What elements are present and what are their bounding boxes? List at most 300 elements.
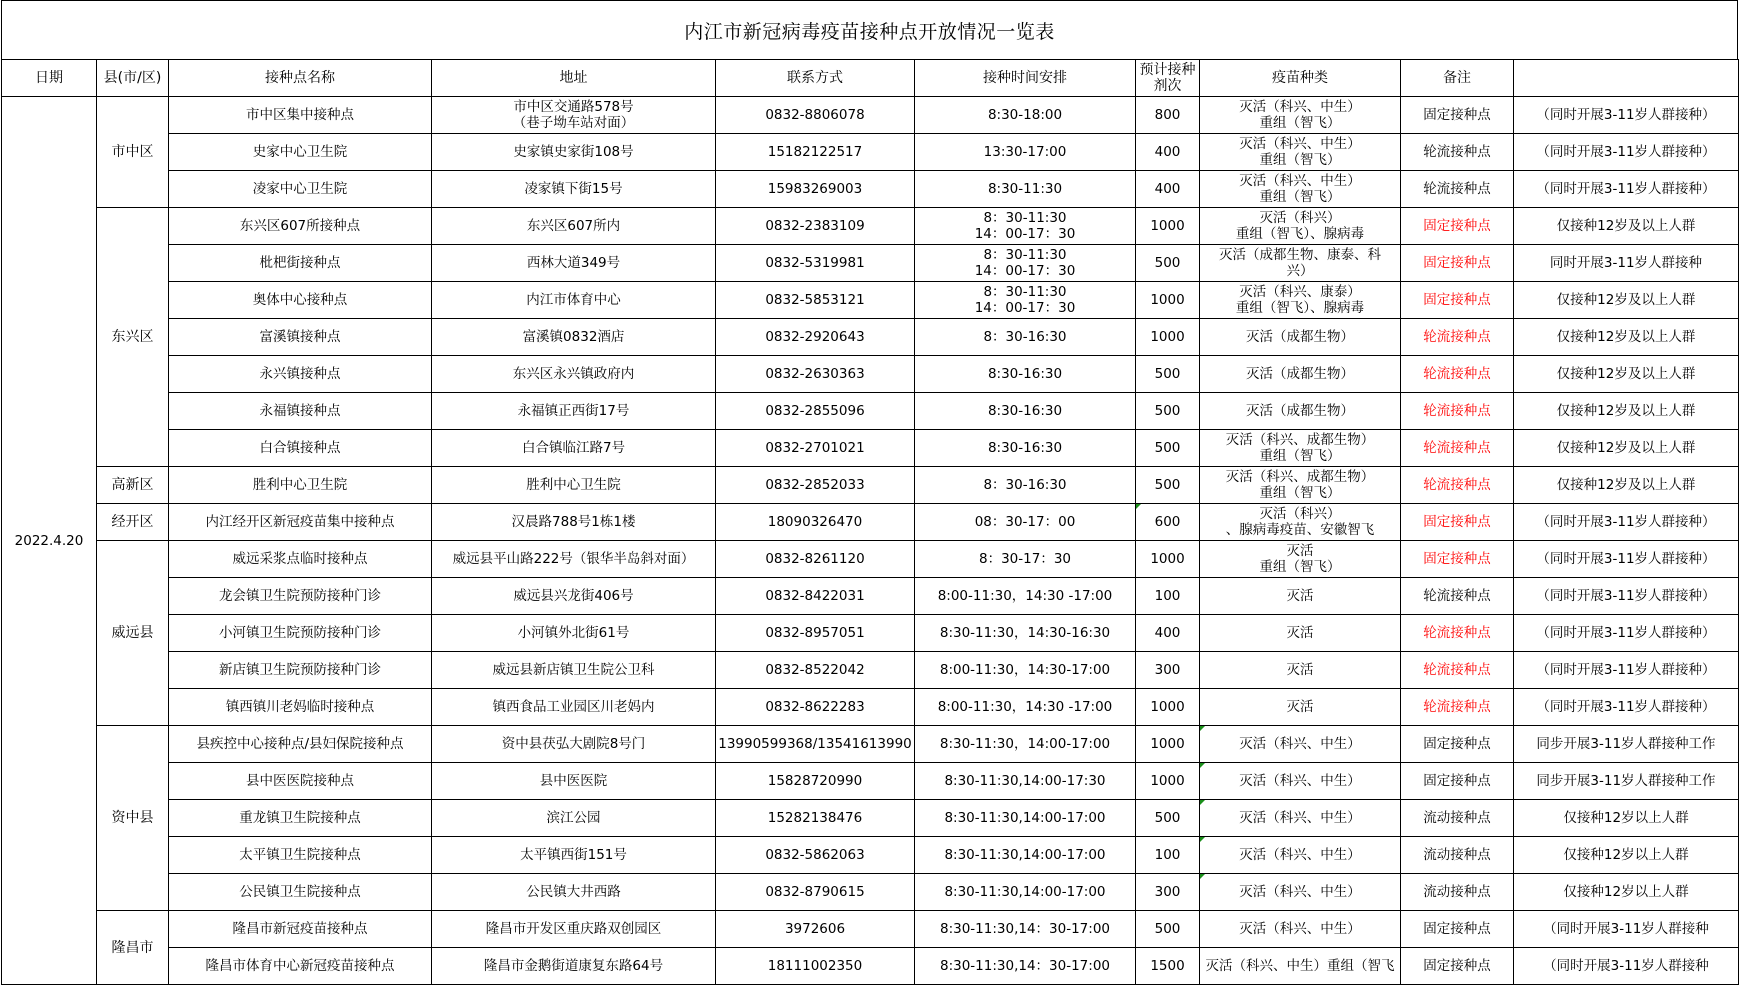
time-cell (915, 874, 1136, 911)
extra-cell: （同时开展3-11岁人群接种） (1514, 689, 1739, 726)
doses-cell: 500 (1136, 356, 1200, 393)
address-cell-line: 威远县平山路222号（银华半岛斜对面） (452, 551, 695, 567)
county-cell: 高新区 (97, 467, 169, 504)
address-cell-line: 东兴区607所内 (526, 218, 621, 234)
table-row (2, 208, 1739, 245)
contact-cell: 18111002350 (716, 948, 915, 985)
site-name-cell: 东兴区607所接种点 (169, 208, 432, 245)
contact-cell: 0832-8622283 (716, 689, 915, 726)
address-cell-line: 威远县兴龙街406号 (513, 588, 634, 604)
address-cell (432, 208, 716, 245)
vaccine-cell-line: 灭活（科兴、中生） (1239, 884, 1361, 900)
time-cell (915, 578, 1136, 615)
extra-cell: （同时开展3-11岁人群接种 (1514, 911, 1739, 948)
address-cell (432, 504, 716, 541)
table-row (2, 319, 1739, 356)
doses-cell: 500 (1136, 393, 1200, 430)
doses-cell: 500 (1136, 911, 1200, 948)
time-cell (915, 282, 1136, 319)
doses-cell: 1500 (1136, 948, 1200, 985)
extra-cell: （同时开展3-11岁人群接种） (1514, 541, 1739, 578)
remark-cell: 轮流接种点 (1401, 356, 1514, 393)
remark-cell: 轮流接种点 (1401, 171, 1514, 208)
extra-cell: 仅接种12岁以上人群 (1514, 837, 1739, 874)
doses-cell: 1000 (1136, 282, 1200, 319)
vaccine-cell-line: 重组（智飞） (1259, 152, 1341, 168)
time-cell (915, 837, 1136, 874)
remark-cell: 固定接种点 (1401, 948, 1514, 985)
table-row (2, 837, 1739, 874)
vaccine-cell-line: 灭活（科兴、成都生物） (1225, 432, 1375, 448)
remark-cell: 轮流接种点 (1401, 615, 1514, 652)
extra-cell: （同时开展3-11岁人群接种） (1514, 134, 1739, 171)
address-cell (432, 393, 716, 430)
county-cell: 经开区 (97, 504, 169, 541)
vaccine-cell-line: 灭活（科兴、中生） (1239, 99, 1361, 115)
time-cell-line: 14：00-17：30 (974, 300, 1076, 316)
extra-cell: 同步开展3-11岁人群接种工作 (1514, 726, 1739, 763)
vaccine-cell (1200, 393, 1401, 430)
table-row (2, 689, 1739, 726)
table-row (2, 615, 1739, 652)
remark-cell: 轮流接种点 (1401, 319, 1514, 356)
site-name-cell: 重龙镇卫生院接种点 (169, 800, 432, 837)
time-cell (915, 652, 1136, 689)
table-row (2, 97, 1739, 134)
address-cell (432, 319, 716, 356)
contact-cell: 0832-8957051 (716, 615, 915, 652)
address-cell-line: 胜利中心卫生院 (526, 477, 621, 493)
table-row (2, 541, 1739, 578)
address-cell (432, 578, 716, 615)
address-cell-line: 东兴区永兴镇政府内 (512, 366, 635, 382)
spreadsheet (1, 0, 1738, 982)
header-date: 日期 (2, 60, 97, 97)
vaccine-cell-line: 重组（智飞）、腺病毒 (1235, 226, 1365, 242)
extra-cell: 仅接种12岁以上人群 (1514, 874, 1739, 911)
vaccine-cell-line: 灭活（成都生物） (1246, 366, 1354, 382)
vaccine-cell (1200, 245, 1401, 282)
vaccine-cell (1200, 171, 1401, 208)
site-name-cell: 富溪镇接种点 (169, 319, 432, 356)
site-name-cell: 凌家中心卫生院 (169, 171, 432, 208)
county-cell: 资中县 (97, 726, 169, 911)
time-cell (915, 356, 1136, 393)
address-cell (432, 245, 716, 282)
vaccine-cell-line: 灭活 (1286, 543, 1314, 559)
address-cell (432, 282, 716, 319)
remark-cell: 固定接种点 (1401, 282, 1514, 319)
remark-cell: 固定接种点 (1401, 726, 1514, 763)
address-cell (432, 874, 716, 911)
site-name-cell: 隆昌市体育中心新冠疫苗接种点 (169, 948, 432, 985)
site-name-cell: 奥体中心接种点 (169, 282, 432, 319)
vaccine-cell (1200, 837, 1401, 874)
site-name-cell: 永福镇接种点 (169, 393, 432, 430)
header-contact: 联系方式 (716, 60, 915, 97)
table-row (2, 393, 1739, 430)
table-row (2, 430, 1739, 467)
time-cell (915, 319, 1136, 356)
address-cell-line: 凌家镇下街15号 (524, 181, 623, 197)
contact-cell: 0832-2701021 (716, 430, 915, 467)
site-name-cell: 永兴镇接种点 (169, 356, 432, 393)
address-cell-line: 史家镇史家街108号 (513, 144, 634, 160)
time-cell-line: 8：30-11:30 (983, 247, 1067, 263)
time-cell-line: 8:30-11:30，14:30-16:30 (939, 625, 1111, 641)
header-remark: 备注 (1401, 60, 1514, 97)
address-cell (432, 652, 716, 689)
time-cell-line: 14：00-17：30 (974, 263, 1076, 279)
vaccine-cell-line: 灭活（成都生物） (1246, 403, 1354, 419)
extra-cell: 仅接种12岁及以上人群 (1514, 467, 1739, 504)
contact-cell: 15282138476 (716, 800, 915, 837)
vaccine-cell-line: 灭活（成都生物、康泰、科 (1219, 247, 1381, 263)
address-cell-line: 永福镇正西街17号 (517, 403, 630, 419)
time-cell (915, 430, 1136, 467)
doses-cell: 500 (1136, 467, 1200, 504)
time-cell (915, 467, 1136, 504)
address-cell-line: 隆昌市开发区重庆路双创园区 (485, 921, 662, 937)
vaccination-sites-table (1, 59, 1739, 985)
vaccine-cell-line: 重组（智飞）、腺病毒 (1235, 300, 1365, 316)
remark-cell: 固定接种点 (1401, 541, 1514, 578)
vaccine-cell-line: 灭活（科兴） (1259, 210, 1341, 226)
time-cell-line: 8:00-11:30，14:30 -17:00 (937, 588, 1113, 604)
table-row (2, 763, 1739, 800)
table-row (2, 282, 1739, 319)
contact-cell: 0832-5862063 (716, 837, 915, 874)
remark-cell: 轮流接种点 (1401, 689, 1514, 726)
vaccine-cell-line: 重组（智飞） (1259, 448, 1341, 464)
time-cell (915, 615, 1136, 652)
header-extra (1514, 60, 1739, 97)
address-cell-line: 市中区交通路578号 (513, 99, 634, 115)
address-cell (432, 911, 716, 948)
vaccine-cell-line: 重组（智飞） (1259, 189, 1341, 205)
site-name-cell: 胜利中心卫生院 (169, 467, 432, 504)
site-name-cell: 公民镇卫生院接种点 (169, 874, 432, 911)
time-cell-line: 8:00-11:30，14:30 -17:00 (937, 699, 1113, 715)
time-cell-line: 13:30-17:00 (983, 144, 1067, 160)
address-cell-line: 镇西食品工业园区川老妈内 (492, 699, 655, 715)
header-address: 地址 (432, 60, 716, 97)
vaccine-cell-line: 灭活（科兴、成都生物） (1225, 469, 1375, 485)
vaccine-cell-line: 重组（智飞） (1259, 559, 1341, 575)
county-cell: 市中区 (97, 97, 169, 208)
vaccine-cell-line: 重组（智飞） (1259, 485, 1341, 501)
remark-cell: 轮流接种点 (1401, 578, 1514, 615)
vaccine-cell-line: 灭活（科兴、中生） (1239, 736, 1361, 752)
vaccine-cell (1200, 504, 1401, 541)
date-cell: 2022.4.20 (2, 97, 97, 985)
doses-cell: 1000 (1136, 763, 1200, 800)
doses-cell: 1000 (1136, 541, 1200, 578)
time-cell-line: 8:30-11:30,14:00-17:00 (944, 847, 1106, 863)
contact-cell: 13990599368/13541613990 (716, 726, 915, 763)
header-time: 接种时间安排 (915, 60, 1136, 97)
address-cell (432, 467, 716, 504)
time-cell-line: 8:00-11:30，14:30-17:00 (939, 662, 1111, 678)
doses-cell: 100 (1136, 578, 1200, 615)
site-name-cell: 县疾控中心接种点/县妇保院接种点 (169, 726, 432, 763)
site-name-cell: 龙会镇卫生院预防接种门诊 (169, 578, 432, 615)
extra-cell: （同时开展3-11岁人群接种） (1514, 97, 1739, 134)
extra-cell: 同时开展3-11岁人群接种 (1514, 245, 1739, 282)
address-cell (432, 689, 716, 726)
extra-cell: （同时开展3-11岁人群接种） (1514, 171, 1739, 208)
time-cell-line: 8:30-11:30,14:00-17:00 (944, 810, 1106, 826)
extra-cell: 仅接种12岁及以上人群 (1514, 430, 1739, 467)
time-cell-line: 8:30-16:30 (987, 366, 1063, 382)
table-row (2, 800, 1739, 837)
time-cell-line: 8:30-11:30,14：30-17:00 (939, 921, 1110, 937)
vaccine-cell-line: 、腺病毒疫苗、安徽智飞 (1225, 522, 1375, 538)
header-county: 县(市/区) (97, 60, 169, 97)
table-row (2, 171, 1739, 208)
site-name-cell: 新店镇卫生院预防接种门诊 (169, 652, 432, 689)
vaccine-cell-line: 灭活（成都生物） (1246, 329, 1354, 345)
site-name-cell: 太平镇卫生院接种点 (169, 837, 432, 874)
address-cell (432, 615, 716, 652)
time-cell-line: 8:30-11:30 (987, 181, 1063, 197)
time-cell-line: 8：30-11:30 (983, 284, 1067, 300)
vaccine-cell-line: 灭活 (1286, 699, 1314, 715)
address-cell-line: 隆昌市金鹅街道康复东路64号 (483, 958, 664, 974)
doses-cell: 100 (1136, 837, 1200, 874)
extra-cell: （同时开展3-11岁人群接种） (1514, 578, 1739, 615)
doses-cell: 400 (1136, 134, 1200, 171)
site-name-cell: 县中医医院接种点 (169, 763, 432, 800)
remark-cell: 轮流接种点 (1401, 467, 1514, 504)
time-cell-line: 8:30-11:30，14:00-17:00 (939, 736, 1111, 752)
remark-cell: 流动接种点 (1401, 874, 1514, 911)
header-site: 接种点名称 (169, 60, 432, 97)
time-cell-line: 8:30-11:30,14：30-17:00 (939, 958, 1110, 974)
extra-cell: （同时开展3-11岁人群接种 (1514, 948, 1739, 985)
time-cell-line: 8:30-16:30 (987, 403, 1063, 419)
vaccine-cell (1200, 282, 1401, 319)
contact-cell: 0832-5319981 (716, 245, 915, 282)
extra-cell: 仅接种12岁及以上人群 (1514, 208, 1739, 245)
address-cell-line: （巷子坳车站对面） (512, 115, 635, 131)
remark-cell: 固定接种点 (1401, 208, 1514, 245)
time-cell-line: 8:30-11:30,14:00-17:30 (944, 773, 1106, 789)
time-cell (915, 134, 1136, 171)
time-cell-line: 8：30-11:30 (983, 210, 1067, 226)
contact-cell: 15828720990 (716, 763, 915, 800)
doses-cell: 1000 (1136, 319, 1200, 356)
address-cell (432, 763, 716, 800)
site-name-cell: 内江经开区新冠疫苗集中接种点 (169, 504, 432, 541)
doses-cell: 500 (1136, 800, 1200, 837)
table-row (2, 726, 1739, 763)
vaccine-cell (1200, 356, 1401, 393)
site-name-cell: 市中区集中接种点 (169, 97, 432, 134)
doses-cell: 1000 (1136, 726, 1200, 763)
table-row (2, 578, 1739, 615)
vaccine-cell (1200, 948, 1401, 985)
contact-cell: 0832-2852033 (716, 467, 915, 504)
table-row (2, 652, 1739, 689)
contact-cell: 0832-8790615 (716, 874, 915, 911)
time-cell-line: 08：30-17：00 (974, 514, 1076, 530)
time-cell (915, 245, 1136, 282)
contact-cell: 0832-2920643 (716, 319, 915, 356)
time-cell (915, 393, 1136, 430)
address-cell-line: 小河镇外北街61号 (517, 625, 630, 641)
vaccine-cell-line: 灭活（科兴、中生） (1239, 136, 1361, 152)
time-cell-line: 14：00-17：30 (974, 226, 1076, 242)
site-name-cell: 白合镇接种点 (169, 430, 432, 467)
remark-cell: 固定接种点 (1401, 504, 1514, 541)
address-cell (432, 356, 716, 393)
vaccine-cell-line: 灭活（科兴、中生） (1239, 173, 1361, 189)
vaccine-cell-line: 兴） (1286, 263, 1314, 279)
page-title: 内江市新冠病毒疫苗接种点开放情况一览表 (1, 0, 1738, 60)
vaccine-cell (1200, 467, 1401, 504)
site-name-cell: 镇西镇川老妈临时接种点 (169, 689, 432, 726)
table-row (2, 948, 1739, 985)
vaccine-cell (1200, 319, 1401, 356)
address-cell (432, 800, 716, 837)
extra-cell: 仅接种12岁以上人群 (1514, 800, 1739, 837)
contact-cell: 0832-2383109 (716, 208, 915, 245)
contact-cell: 3972606 (716, 911, 915, 948)
address-cell-line: 公民镇大井西路 (526, 884, 621, 900)
address-cell (432, 171, 716, 208)
county-cell: 威远县 (97, 541, 169, 726)
vaccine-cell (1200, 874, 1401, 911)
extra-cell: 仅接种12岁及以上人群 (1514, 282, 1739, 319)
address-cell-line: 汉晨路788号1栋1楼 (511, 514, 636, 530)
time-cell (915, 504, 1136, 541)
table-row (2, 467, 1739, 504)
header-vaccine: 疫苗种类 (1200, 60, 1401, 97)
doses-cell: 1000 (1136, 689, 1200, 726)
extra-cell: （同时开展3-11岁人群接种） (1514, 652, 1739, 689)
remark-cell: 轮流接种点 (1401, 134, 1514, 171)
time-cell-line: 8：30-16:30 (983, 329, 1067, 345)
doses-cell: 600 (1136, 504, 1200, 541)
extra-cell: （同时开展3-11岁人群接种） (1514, 615, 1739, 652)
vaccine-cell-line: 灭活（科兴、中生） (1239, 847, 1361, 863)
vaccine-cell (1200, 208, 1401, 245)
remark-cell: 流动接种点 (1401, 837, 1514, 874)
header-row (2, 60, 1739, 97)
remark-cell: 轮流接种点 (1401, 652, 1514, 689)
time-cell (915, 541, 1136, 578)
vaccine-cell-line: 灭活（科兴） (1259, 506, 1341, 522)
vaccine-cell-line: 重组（智飞） (1259, 115, 1341, 131)
site-name-cell: 史家中心卫生院 (169, 134, 432, 171)
contact-cell: 0832-8806078 (716, 97, 915, 134)
time-cell (915, 763, 1136, 800)
extra-cell: 仅接种12岁及以上人群 (1514, 393, 1739, 430)
contact-cell: 0832-8422031 (716, 578, 915, 615)
contact-cell: 15983269003 (716, 171, 915, 208)
address-cell-line: 富溪镇0832酒店 (522, 329, 625, 345)
vaccine-cell-line: 灭活（科兴、中生） (1239, 810, 1361, 826)
vaccine-cell (1200, 430, 1401, 467)
table-row (2, 504, 1739, 541)
time-cell-line: 8:30-18:00 (987, 107, 1063, 123)
table-row (2, 911, 1739, 948)
vaccine-cell (1200, 726, 1401, 763)
time-cell (915, 948, 1136, 985)
address-cell (432, 541, 716, 578)
address-cell-line: 滨江公园 (546, 810, 601, 826)
time-cell-line: 8：30-16:30 (983, 477, 1067, 493)
header-doses: 预计接种剂次 (1136, 60, 1200, 97)
contact-cell: 0832-8261120 (716, 541, 915, 578)
doses-cell: 1000 (1136, 208, 1200, 245)
address-cell (432, 726, 716, 763)
remark-cell: 轮流接种点 (1401, 393, 1514, 430)
time-cell (915, 97, 1136, 134)
table-row (2, 356, 1739, 393)
address-cell-line: 白合镇临江路7号 (521, 440, 626, 456)
site-name-cell: 隆昌市新冠疫苗接种点 (169, 911, 432, 948)
doses-cell: 300 (1136, 652, 1200, 689)
address-cell (432, 948, 716, 985)
remark-cell: 固定接种点 (1401, 911, 1514, 948)
site-name-cell: 小河镇卫生院预防接种门诊 (169, 615, 432, 652)
vaccine-cell (1200, 578, 1401, 615)
contact-cell: 18090326470 (716, 504, 915, 541)
time-cell-line: 8:30-16:30 (987, 440, 1063, 456)
address-cell-line: 内江市体育中心 (526, 292, 621, 308)
vaccine-cell-line: 灭活（科兴、中生） (1239, 773, 1361, 789)
remark-cell: 固定接种点 (1401, 245, 1514, 282)
address-cell-line: 太平镇西街151号 (520, 847, 627, 863)
contact-cell: 0832-2855096 (716, 393, 915, 430)
vaccine-cell (1200, 763, 1401, 800)
address-cell (432, 134, 716, 171)
address-cell-line: 资中县茯弘大剧院8号门 (501, 736, 646, 752)
vaccine-cell (1200, 652, 1401, 689)
extra-cell: 仅接种12岁及以上人群 (1514, 356, 1739, 393)
address-cell (432, 97, 716, 134)
table-row (2, 134, 1739, 171)
vaccine-cell (1200, 800, 1401, 837)
doses-cell: 400 (1136, 171, 1200, 208)
contact-cell: 0832-5853121 (716, 282, 915, 319)
doses-cell: 500 (1136, 245, 1200, 282)
time-cell-line: 8:30-11:30,14:00-17:00 (944, 884, 1106, 900)
vaccine-cell (1200, 911, 1401, 948)
vaccine-cell-line: 灭活 (1286, 588, 1314, 604)
address-cell-line: 县中医医院 (539, 773, 608, 789)
extra-cell: （同时开展3-11岁人群接种） (1514, 504, 1739, 541)
address-cell-line: 威远县新店镇卫生院公卫科 (492, 662, 655, 678)
time-cell (915, 171, 1136, 208)
doses-cell: 300 (1136, 874, 1200, 911)
remark-cell: 轮流接种点 (1401, 430, 1514, 467)
time-cell (915, 726, 1136, 763)
address-cell (432, 837, 716, 874)
vaccine-cell (1200, 97, 1401, 134)
address-cell (432, 430, 716, 467)
vaccine-cell-line: 灭活（科兴、中生） (1239, 921, 1361, 937)
extra-cell: 同步开展3-11岁人群接种工作 (1514, 763, 1739, 800)
vaccine-cell-line: 灭活 (1286, 662, 1314, 678)
doses-cell: 800 (1136, 97, 1200, 134)
remark-cell: 固定接种点 (1401, 97, 1514, 134)
vaccine-cell (1200, 541, 1401, 578)
time-cell (915, 689, 1136, 726)
vaccine-cell-line: 灭活 (1286, 625, 1314, 641)
